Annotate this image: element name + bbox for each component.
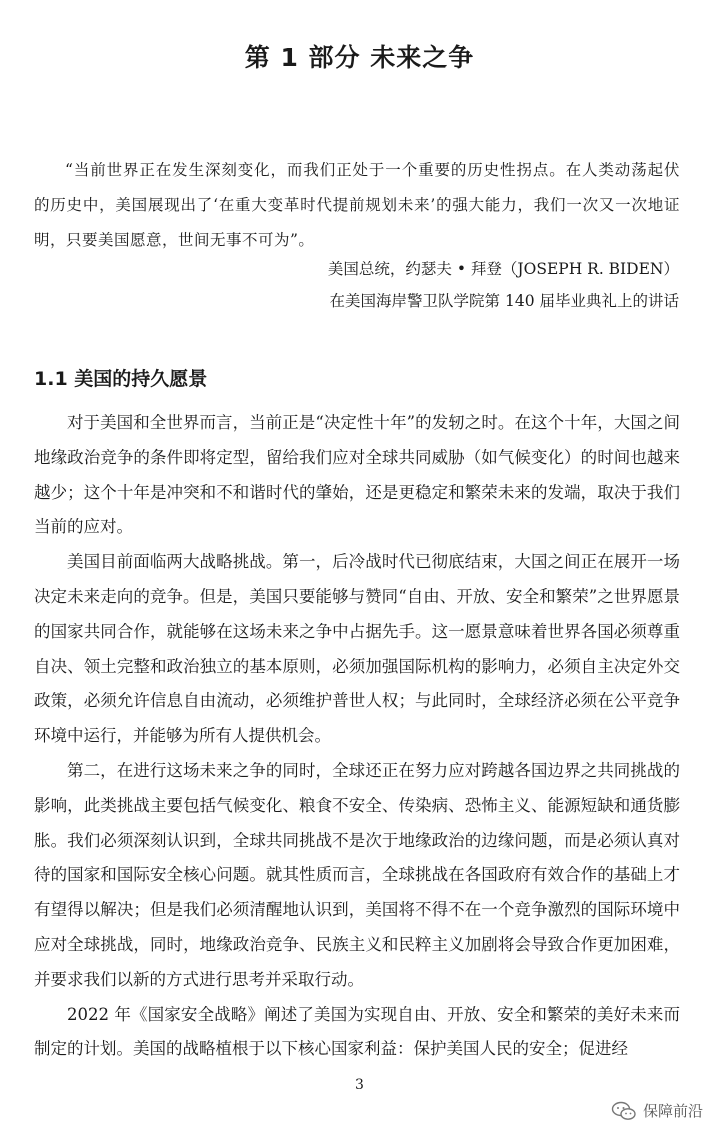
watermark xyxy=(611,1100,703,1121)
epigraph-attribution: 美国总统，约瑟夫 • 拜登（JOSEPH R. BIDEN） xyxy=(327,260,679,278)
section-title: 1.1 美国的持久愿景 xyxy=(34,368,208,390)
paragraph: 美国目前面临两大战略挑战。第一，后冷战时代已彻底结束，大国之间正在展开一场决定未来走向的竞争。但是，美国只要能够与赞同“自由、开放、安全和繁荣”之世界愿景的国家共同合作，就能够在这场未来之争中占据先手。这一愿景意味着世界各国必须尊重自决、领土完整和政治独立的基本原则，必须加强国际机构的影响力，必须自主决定外交政策，必须允许信息自由流动，必须维护普世人权；与此同时，全球经济必须在公平竞争环境中运行，并能够为所有人提供机会。 xyxy=(34,552,680,746)
wechat-icon xyxy=(611,1101,637,1121)
paragraph: 2022 年《国家安全战略》阐述了美国为实现自由、开放、安全和繁荣的美好未来而制定的计划。美国的战略植根于以下核心国家利益：保护美国人民的安全；促进经 xyxy=(34,1004,680,1059)
epigraph-quote: “当前世界正在发生深刻变化，而我们正处于一个重要的历史性拐点。在人类动荡起伏的历史中，美国展现出了‘在重大变革时代提前规划未来’的强大能力，我们一次又一次地证明，只要美国愿意，世间无事不可为”。 xyxy=(34,161,680,249)
epigraph-source: 在美国海岸警卫队学院第 140 届毕业典礼上的讲话 xyxy=(329,292,679,310)
paragraph: 第二，在进行这场未来之争的同时，全球还正在努力应对跨越各国边界之共同挑战的影响，此类挑战主要包括气候变化、粮食不安全、传染病、恐怖主义、能源短缺和通货膨胀。我们必须深刻认识到，全球共同挑战不是次于地缘政治的边缘问题，而是必须认真对待的国家和国际安全核心问题。就其性质而言，全球挑战在各国政府有效合作的基础上才有望得以解决；但是我们必须清醒地认识到，美国将不得不在一个竞争激烈的国际环境中应对全球挑战，同时，地缘政治竞争、民族主义和民粹主义加剧将会导致合作更加困难，并要求我们以新的方式进行思考并采取行动。 xyxy=(34,760,680,989)
section-body xyxy=(34,406,680,1067)
paragraph: 对于美国和全世界而言，当前正是“决定性十年”的发轫之时。在这个十年，大国之间地缘政治竞争的条件即将定型，留给我们应对全球共同威胁（如气候变化）的时间也越来越少；这个十年是冲突和不和谐时代的肇始，还是更稳定和繁荣未来的发端，取决于我们当前的应对。 xyxy=(34,413,680,537)
page-number: 3 xyxy=(355,1077,364,1093)
chapter-title: 第 1 部分 未来之争 xyxy=(244,43,475,72)
watermark-text: 保障前沿 xyxy=(642,1102,703,1120)
